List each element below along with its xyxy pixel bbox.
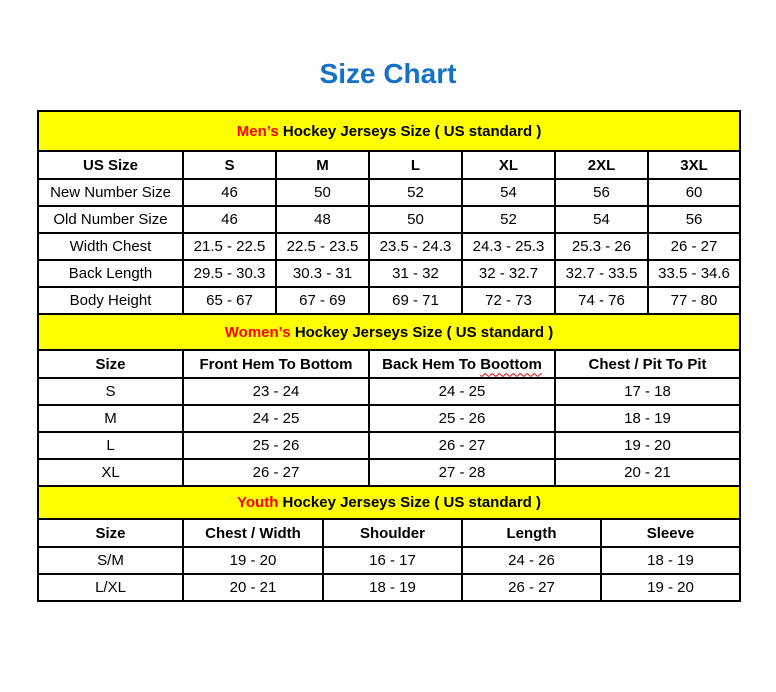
womens-row-m	[38, 405, 740, 432]
cell-value: 46	[183, 206, 276, 233]
cell-value: 25.3 - 26	[555, 233, 648, 260]
mens-size-table	[37, 110, 741, 315]
cell-value: 20 - 21	[183, 574, 323, 601]
cell-value: 67 - 69	[276, 287, 369, 314]
youth-col-header: Length	[462, 519, 601, 547]
cell-value: 77 - 80	[648, 287, 740, 314]
womens-size-table	[37, 313, 741, 487]
cell-value: 30.3 - 31	[276, 260, 369, 287]
womens-row-l	[38, 432, 740, 459]
mens-col-header: M	[276, 151, 369, 179]
cell-value: 23 - 24	[183, 378, 369, 405]
page-title: Size Chart	[319, 58, 457, 89]
row-label: L/XL	[38, 574, 183, 601]
misspelled-word: Boottom	[480, 355, 542, 373]
cell-value: 54	[462, 179, 555, 206]
youth-row-lxl	[38, 574, 740, 601]
cell-value: 26 - 27	[183, 459, 369, 486]
cell-value: 24 - 26	[462, 547, 601, 574]
cell-value: 32 - 32.7	[462, 260, 555, 287]
youth-col-header: Shoulder	[323, 519, 462, 547]
youth-col-header: Chest / Width	[183, 519, 323, 547]
cell-value: 56	[648, 206, 740, 233]
cell-value: 48	[276, 206, 369, 233]
womens-header-row	[38, 350, 740, 378]
cell-value: 74 - 76	[555, 287, 648, 314]
cell-value: 24 - 25	[369, 378, 555, 405]
youth-section-header	[38, 486, 740, 519]
cell-value: 19 - 20	[183, 547, 323, 574]
row-label: S	[38, 378, 183, 405]
womens-row-xl	[38, 459, 740, 486]
cell-value: 24 - 25	[183, 405, 369, 432]
youth-header-row	[38, 519, 740, 547]
cell-value: 18 - 19	[323, 574, 462, 601]
youth-section-rest: Hockey Jerseys Size ( US standard )	[282, 494, 541, 511]
cell-value: 18 - 19	[555, 405, 740, 432]
cell-value: 52	[369, 179, 462, 206]
cell-value: 17 - 18	[555, 378, 740, 405]
row-label: Back Length	[38, 260, 183, 287]
back-hem-prefix: Back Hem To	[382, 355, 477, 373]
mens-row-old-number-size	[38, 206, 740, 233]
mens-row-back-length	[38, 260, 740, 287]
cell-value: 27 - 28	[369, 459, 555, 486]
cell-value: 18 - 19	[601, 547, 740, 574]
cell-value: 65 - 67	[183, 287, 276, 314]
womens-col-header: Chest / Pit To Pit	[555, 350, 740, 378]
row-label: XL	[38, 459, 183, 486]
cell-value: 50	[369, 206, 462, 233]
cell-value: 25 - 26	[183, 432, 369, 459]
womens-row-s	[38, 378, 740, 405]
mens-header-row	[38, 151, 740, 179]
cell-value: 20 - 21	[555, 459, 740, 486]
cell-value: 32.7 - 33.5	[555, 260, 648, 287]
mens-band-row	[38, 111, 740, 151]
cell-value: 22.5 - 23.5	[276, 233, 369, 260]
cell-value: 26 - 27	[369, 432, 555, 459]
mens-row-body-height	[38, 287, 740, 314]
cell-value: 60	[648, 179, 740, 206]
row-label: New Number Size	[38, 179, 183, 206]
womens-section-header	[38, 314, 740, 350]
youth-section-highlight: Youth	[237, 494, 279, 511]
cell-value: 29.5 - 30.3	[183, 260, 276, 287]
youth-row-sm	[38, 547, 740, 574]
mens-section-header	[38, 111, 740, 151]
youth-band-row	[38, 486, 740, 519]
womens-col-header: Size	[38, 350, 183, 378]
size-chart	[37, 110, 739, 602]
cell-value: 16 - 17	[323, 547, 462, 574]
mens-col-header: S	[183, 151, 276, 179]
cell-value: 69 - 71	[369, 287, 462, 314]
cell-value: 33.5 - 34.6	[648, 260, 740, 287]
womens-col-header-back-hem	[369, 350, 555, 378]
cell-value: 72 - 73	[462, 287, 555, 314]
mens-row-width-chest	[38, 233, 740, 260]
womens-col-header: Front Hem To Bottom	[183, 350, 369, 378]
womens-section-highlight: Women’s	[224, 323, 291, 341]
cell-value: 19 - 20	[601, 574, 740, 601]
cell-value: 21.5 - 22.5	[183, 233, 276, 260]
youth-col-header: Sleeve	[601, 519, 740, 547]
row-label: L	[38, 432, 183, 459]
row-label: Old Number Size	[38, 206, 183, 233]
mens-section-highlight: Men’s	[236, 122, 279, 140]
cell-value: 23.5 - 24.3	[369, 233, 462, 260]
mens-col-header: L	[369, 151, 462, 179]
cell-value: 52	[462, 206, 555, 233]
cell-value: 31 - 32	[369, 260, 462, 287]
cell-value: 26 - 27	[462, 574, 601, 601]
cell-value: 19 - 20	[555, 432, 740, 459]
cell-value: 26 - 27	[648, 233, 740, 260]
row-label: Width Chest	[38, 233, 183, 260]
cell-value: 25 - 26	[369, 405, 555, 432]
cell-value: 50	[276, 179, 369, 206]
mens-section-rest: Hockey Jerseys Size ( US standard )	[282, 122, 542, 140]
row-label: M	[38, 405, 183, 432]
row-label: Body Height	[38, 287, 183, 314]
youth-col-header: Size	[38, 519, 183, 547]
cell-value: 24.3 - 25.3	[462, 233, 555, 260]
row-label: S/M	[38, 547, 183, 574]
mens-col-header: 2XL	[555, 151, 648, 179]
youth-size-table	[37, 485, 741, 602]
womens-band-row	[38, 314, 740, 350]
cell-value: 46	[183, 179, 276, 206]
mens-col-header: 3XL	[648, 151, 740, 179]
mens-col-header: XL	[462, 151, 555, 179]
mens-row-new-number-size	[38, 179, 740, 206]
cell-value: 56	[555, 179, 648, 206]
cell-value: 54	[555, 206, 648, 233]
mens-col-header: US Size	[38, 151, 183, 179]
womens-section-rest: Hockey Jerseys Size ( US standard )	[294, 323, 554, 341]
